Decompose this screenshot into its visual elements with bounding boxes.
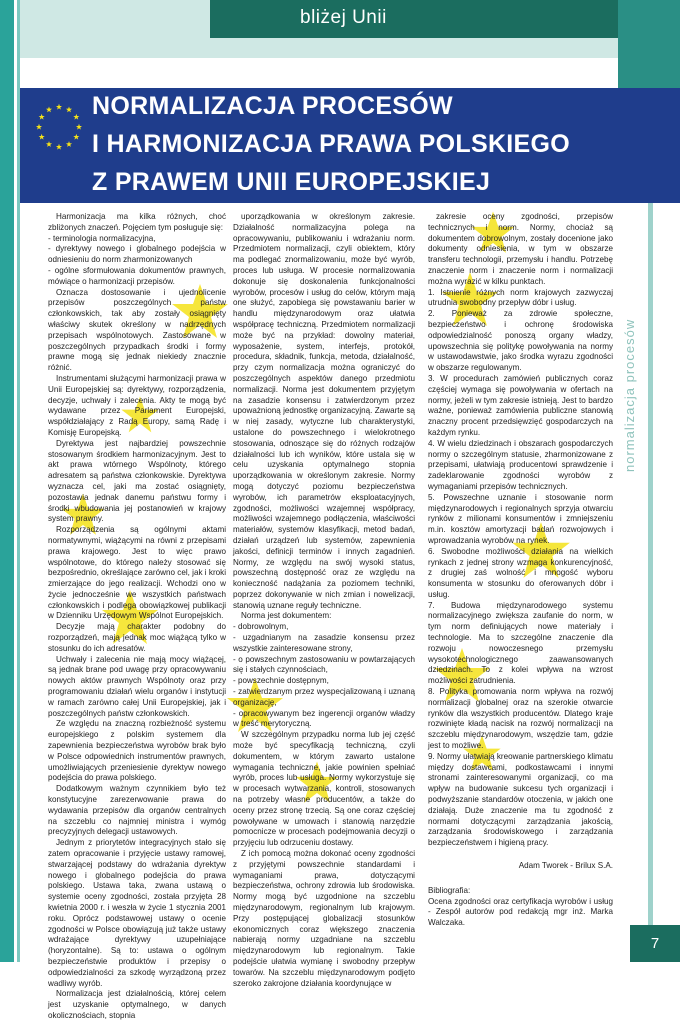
right-corner-block <box>618 0 680 88</box>
eu-star <box>66 141 72 147</box>
section-header <box>210 0 618 38</box>
paragraph: Oznacza dostosowanie i ujednolicenie przepisów poszczególnych państw członkowskich, tak aby zostały osiągnięty właściwy skutek określony w nadrzędnych przepisach wspólnotowych. Zastosowane w poszczególnych przypadkach środki i formy prawne mogą się jednak niekiedy znacznie różnić. <box>48 287 226 373</box>
eu-star <box>36 124 42 130</box>
eu-star <box>73 114 79 120</box>
paragraph: Harmonizacja ma kilka różnych, choć zbliżonych znaczeń. Pojęciem tym posługuje się: <box>48 212 226 232</box>
paragraph: 4. W wielu dziedzinach i obszarach gospodarczych normy o szczególnym statusie, zharmonizowane z przepisami, ułatwiają producentowi sprawdzenie i zadeklarowanie zgodności wyrobów z wymaganiami przepisów technicznych. <box>428 438 613 491</box>
paragraph: 5. Powszechne uznanie i stosowanie norm międzynarodowych i regionalnych sprzyja otwarciu rynków z milionami konsumentów i zmniejszeniu m.in. kosztów amortyzacji badań rozwojowych i wprowadzania wyrobów na rynek. <box>428 492 613 545</box>
eu-star <box>76 124 82 130</box>
paragraph: 7. Budowa międzynarodowego systemu normalizacyjnego zwiększa zaufanie do norm, w tym norm definiujących nowe materiały i technologie. Ma to szczególne znaczenie dla rozwoju nowoczesnego przemysłu wysokotechnologicznego zaawansowanych dziedzinach. To z kolei wpływa na wzrost możliwości zatrudnienia. <box>428 600 613 686</box>
paragraph: Instrumentami służącymi harmonizacji prawa w Unii Europejskiej są: dyrektywy, rozporządzenia, decyzje, uchwały i zalecenia. Akty te mogą być wydawane przez Parlament Europejski, współdziałający z Radą Europy, samą Radę i Komisję Europejską. <box>48 373 226 437</box>
eu-star <box>56 144 62 150</box>
paragraph: 9. Normy ułatwiają kreowanie partnerskiego klimatu między dostawcami, podkostawcami i innymi stronami zainteresowanymi organizacji, co ma wpływ na budowanie sukcesu tych organizacji i podwyższanie standardów otoczenia, w jakich one działają. Duże znaczenie ma tu zgodność z normami dotyczącymi zarządzania jakością, zarządzania środowiskowego i zarządzania bezpieczeństwem i higieną pracy. <box>428 751 613 848</box>
paragraph: - dobrowolnym, <box>233 622 289 632</box>
eu-star <box>66 106 72 112</box>
bibliography-title: Bibliografia: <box>428 885 471 895</box>
paragraph: - powszechnie dostępnym, <box>233 676 329 686</box>
title-line-3: Z PRAWEM UNII EUROPEJSKIEJ <box>92 168 491 196</box>
paragraph: Decyzje mają charakter podobny do rozporządzeń, mają jednak moc wiążącą tylko w stosunku do ich adresatów. <box>48 622 226 653</box>
paragraph: zakresie oceny zgodności, przepisów technicznych i norm. Normy, chociaż są dokumentem dobrowolnym, zostały docenione jako dokumenty odniesienia, w tym w obszarze transferu technologii, przemysłu i handlu. Potrzebę znaczenie norm i znaczenie norm i normalizacji można wyrazić w kilku punktach. <box>428 212 613 286</box>
eu-star <box>56 104 62 110</box>
paragraph: - terminologia normalizacyjna, <box>48 233 156 243</box>
title-line-2: I HARMONIZACJA PRAWA POLSKIEGO <box>92 130 571 158</box>
text-column-1 <box>48 212 226 1022</box>
author-signature: Adam Tworek - Brilux S.A. <box>518 861 613 871</box>
page-number: 7 <box>630 925 680 962</box>
paragraph: 3. W procedurach zamówień publicznych coraz częściej wymaga się powoływania w ofertach na normy, jeżeli w tym zakresie istnieją. Jest to bardzo ważne, ponieważ zamówienia publiczne stanowią znaczny procent przedsięwzięć gospodarczych na każdym rynku. <box>428 373 613 437</box>
paragraph: - opracowywanym bez ingerencji organów władzy w treść merytoryczną. <box>233 708 415 729</box>
paragraph: 2. Ponieważ za zdrowie społeczne, bezpieczeństwo i ochronę środowiska odpowiedzialność ponoszą organy władzy, upowszechnia się politykę powoływania na normy w ustawodawstwie, jako środka wyrazu zgodności w obszarze regulowanym. <box>428 309 613 373</box>
paragraph: Rozporządzenia są ogólnymi aktami normatywnymi, wiążącymi na równi z przepisami prawa krajowego. Jest to więc prawo wspólnotowe, do którego należy stosować się bezpośrednio, określające zarówno cel, jak i kroki zmierzające do jego realizacji. Wchodzi ono w życie jednocześnie we wszystkich państwach członkowskich i podlega obowiązkowej publikacji w Dzienniku Urzędowym Wspólnot Europejskich. <box>48 525 226 621</box>
text-column-3 <box>428 212 613 929</box>
bibliography-item: Ocena zgodności oraz certyfikacja wyrobów i usług - Zespół autorów pod redakcją mgr inż. Marka Walczaka. <box>428 896 613 928</box>
text-column-2 <box>233 212 415 989</box>
paragraph: Norma jest dokumentem: <box>241 611 332 621</box>
eu-star <box>46 141 52 147</box>
eu-star <box>46 106 52 112</box>
paragraph: - zatwierdzanym przez wyspecjalizowaną i uznaną organizację, <box>233 687 415 707</box>
eu-star <box>73 134 79 140</box>
paragraph: Normalizacja jest działalnością, której celem jest uzyskanie optymalnego, w danych okolicznościach, stopnia <box>48 989 226 1020</box>
section-label: bliżej Unii <box>300 7 387 28</box>
paragraph: 8. Polityka promowania norm wpływa na rozwój normalizacji globalnej oraz na szerokie otwarcie rynków dla wszystkich producentów. Dlatego kraje rozwinięte kładą nacisk na rozwój normalizacji na szczeblu międzynarodowym, wszędzie tam, gdzie jest to możliwe. <box>428 687 613 751</box>
eu-star <box>39 114 45 120</box>
title-line-1: NORMALIZACJA PROCESÓW <box>92 92 453 120</box>
paragraph: Ze względu na znaczną rozbieżność systemu europejskiego z polskim systemem dla zapewnienia bezpieczeństwa wyrobów brak było w Polsce odpowiednich instrumentów prawnych, umożliwiających przeniesienie dyrektyw nowego podejścia do prawa polskiego. <box>48 719 226 783</box>
paragraph: 6. Swobodne możliwości działania na wielkich rynkach z jednej strony wzmaga konkurencyjność, z drugiej zaś wolność i mnogość wyboru konsumenta w stosunku do oferowanych dóbr i usług. <box>428 546 613 599</box>
eu-star <box>39 134 45 140</box>
left-color-strip <box>0 0 14 962</box>
paragraph: W szczególnym przypadku norma lub jej część może być specyfikacją techniczną, czyli dokumentem, w którym zawarto ustalone wymagania techniczne, jakie powinien spełniać wyrób, proces lub usługa. Normy wykorzystuje się w procesach wytwarzania, kontroli, stosowanych na potrzeby własne producentów, a także do oceny przez stronę trzecią. Są one coraz częściej powoływane w umowach i stanowią narzędzie pomocnicze w procesach podejmowania decyzji o przyjęciu lub odrzuceniu dostawy. <box>233 730 415 848</box>
paragraph: Jednym z priorytetów integracyjnych stało się zatem opracowanie i przyjęcie ustawy ramowej, stwarzającej podstawy do wdrażania dyrektyw nowego i globalnego podejścia do prawa polskiego. Ustawa taka, zwana ustawą o systemie oceny zgodności, została przyjęta 28 kwietnia 2000 r. i weszła w życie 1 stycznia 2001 roku. Oprócz podstawowej ustawy o ocenie zgodności w Polsce obowiązują już także ustawy wdrażające dyrektywy uzupełniające (horyzontalne). Są to: ustawa o ogólnym bezpieczeństwie produktów i przepisy o odpowiedzialności za szkodę wyrządzoną przez wadliwy wyrób. <box>48 838 226 988</box>
paragraph: Dyrektywa jest najbardziej powszechnie stosowanym środkiem harmonizacyjnym. Jest to akt prawa wtórnego Wspólnoty, którego adresatem są państwa członkowskie. Dyrektywa wyznacza cel, jaki ma zostać osiągnięty, pozostawia jednak danemu państwu formy i środki wbudowania jej postanowień w krajowy system prawny. <box>48 438 226 524</box>
paragraph: - ogólne sformułowania dokumentów prawnych, mówiące o harmonizacji przepisów. <box>48 265 226 286</box>
paragraph: Z ich pomocą można dokonać oceny zgodności z przyjętymi powszechnie standardami i wymaganiami prawa, dotyczącymi bezpieczeństwa, ochrony zdrowia lub środowiska. Normy mogą być uzgodnione na szczeblu międzynarodowym, regionalnym lub krajowym. Przy postępującej globalizacji stosunków ekonomicznych coraz większego znaczenia nabierają normy uzgadniane na szczeblu międzynarodowym lub regionalnym. Takie podejście ułatwia wymianę i swobodny przepływ towarów. Na szczeblu międzynarodowym podjęto szeroko zakrojone działania koordynujące w <box>233 849 415 988</box>
paragraph: 1. Istnienie różnych norm krajowych zazwyczaj utrudnia swobodny przepływ dóbr i usług. <box>428 287 613 308</box>
eu-stars-icon <box>30 98 88 156</box>
right-accent-stripe <box>648 88 653 958</box>
paragraph: - uzgadnianym na zasadzie konsensu przez wszystkie zainteresowane strony, <box>233 633 415 653</box>
paragraph: - dyrektywy nowego i globalnego podejścia w odniesieniu do norm zharmonizowanych <box>48 244 226 265</box>
paragraph: Uchwały i zalecenia nie mają mocy wiążącej, są jednak brane pod uwagę przy opracowywaniu nowych aktów prawnych Wspólnoty oraz przy programowaniu działań wielu organów i instytucji w ramach zarówno całej Unii Europejskiej, jak i poszczególnych państw członkowskich. <box>48 654 226 718</box>
paragraph: Dodatkowym ważnym czynnikiem było też konstytucyjne zarezerwowanie prawa do wydawania przepisów dla organów centralnych na szczeblu co najmniej ministra i wymóg precyzyjnych delegacji ustawowych. <box>48 784 226 837</box>
side-section-label: normalizacja procesów <box>622 318 637 472</box>
paragraph: uporządkowania w określonym zakresie. Działalność normalizacyjna polega na opracowywaniu, publikowaniu i wdrażaniu norm. Przedmiotem normalizacji, czyli obiektem, który ma podlegać znormalizowaniu, może być wyrób, proces lub usługa. W procesie normalizowania dokonuje się doskonalenia funkcjonalności wyrobów, procesów i usług do celów, którym mają one służyć, zapobiega się powstawaniu barier w handlu międzynarodowym oraz ułatwia współpracę techniczną. Przedmiotem normalizacji może być na przykład: dowolny materiał, wyposażenie, system, interfejs, protokół, procedura, składnik, funkcja, metoda, działalność, przy czym normalizacja można ograniczyć do poszczególnych aspektów danego przedmiotu normalizacji. Norma jest dokumentem przyjętym na zasadzie konsensu i zatwierdzonym przez upoważnioną jednostkę organizacyjną. Zawarte są w niej zasady, wytyczne lub charakterystyki, ustalone do powszechnego i wielokrotnego stosowania, odnoszące się do różnych rodzajów działalności lub ich wyników, które ustala się w celu uzyskania optymalnego stopnia uporządkowania w określonym zakresie. Normy mogą dotyczyć poziomu bezpieczeństwa wyrobów, ich parametrów eksploatacyjnych, zgodności, możliwości wzajemnej współpracy, możliwości wzajemnego podłączenia, właściwości materiałów, systemów klasyfikacji, metod badań, działań urządzeń lub systemów, zapewnienia jakości, definicji terminów i innych zagadnień. Normy, ze względu na swój wysoki status, powszechną dostępność oraz ze względu na konieczność nadążania za poziomem techniki, poprzez dokonywanie w nich zmian i nowelizacji, stanowią uznane reguły techniczne. <box>233 212 415 610</box>
paragraph: - o powszechnym zastosowaniu w powtarzających się i stałych czynnościach, <box>233 654 415 675</box>
